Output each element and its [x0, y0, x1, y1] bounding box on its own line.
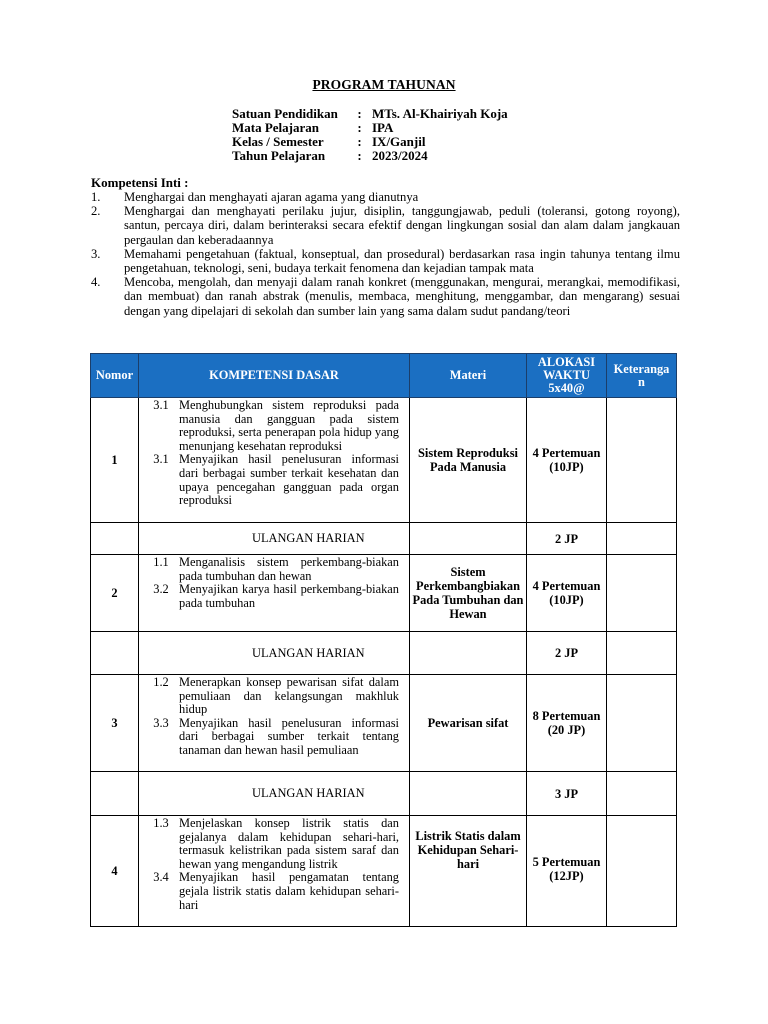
meta-table: [232, 107, 508, 163]
meta-label: Tahun Pelajaran: [232, 148, 326, 163]
meta-separator: :: [357, 120, 362, 135]
kd-item: [143, 399, 399, 453]
alokasi-jp: (10JP): [549, 593, 584, 607]
meta-row: [232, 121, 508, 135]
kompetensi-dasar-cell: [139, 555, 410, 632]
alokasi-jp: (20 JP): [547, 723, 586, 737]
kd-text: Menganalisis sistem perkembang-biakan pada tumbuhan dan hewan: [179, 555, 399, 583]
ulangan-label: ULANGAN HARIAN: [139, 523, 410, 555]
alokasi-cell: [527, 555, 607, 632]
meta-value: 2023/2024: [372, 148, 428, 163]
meta-row: [232, 149, 508, 163]
header-nomor: Nomor: [91, 354, 139, 398]
kd-code: 3.2: [153, 582, 169, 597]
meta-label: Mata Pelajaran: [232, 120, 320, 135]
ulangan-row: [91, 632, 677, 675]
keterangan-cell: [607, 523, 677, 555]
header-kompetensi-dasar: KOMPETENSI DASAR: [139, 354, 410, 398]
row-number: 2: [91, 555, 139, 632]
kd-item: [143, 676, 399, 717]
row-number: 3: [91, 675, 139, 772]
alokasi-cell: 2 JP: [527, 632, 607, 675]
row-number: [91, 632, 139, 675]
kompetensi-inti-item: [91, 247, 680, 275]
materi-cell: Sistem Reproduksi Pada Manusia: [410, 398, 527, 523]
kd-item: [143, 583, 399, 610]
kompetensi-inti-item: [91, 190, 680, 204]
meta-value: IX/Ganjil: [372, 134, 426, 149]
alokasi-cell: 3 JP: [527, 772, 607, 816]
table-row: [91, 675, 677, 772]
ki-text: Mencoba, mengolah, dan menyaji dalam ranah konkret (menggunakan, mengurai, merangkai, memodifikasi, dan membuat) dan ranah abstrak (menulis, membaca, menghitung, menggambar, dan mengarang) sesuai dengan yang dipelajari di sekolah dan sumber lain yang sama dalam sudut pandang/teori: [124, 275, 680, 318]
header-keterangan-line-1: Keteranga: [613, 361, 670, 376]
header-keterangan: [607, 354, 677, 398]
table-header-row: [91, 354, 677, 398]
keterangan-cell: [607, 632, 677, 675]
header-alokasi-line-2: WAKTU: [543, 368, 590, 382]
kompetensi-inti-item: [91, 204, 680, 247]
keterangan-cell: [607, 555, 677, 632]
header-alokasi-line-1: ALOKASI: [537, 355, 596, 369]
kompetensi-inti-list: [91, 190, 680, 318]
kompetensi-inti-title: Kompetensi Inti :: [91, 175, 189, 190]
page-title: PROGRAM TAHUNAN: [312, 77, 456, 92]
kompetensi-inti-item: [91, 275, 680, 318]
keterangan-cell: [607, 675, 677, 772]
meta-label: Satuan Pendidikan: [232, 106, 338, 121]
kd-text: Menyajikan hasil pengamatan tentang gejala listrik statis dalam kehidupan sehari-hari: [179, 870, 399, 912]
meta-separator: :: [357, 148, 362, 163]
header-keterangan-line-2: n: [638, 374, 645, 389]
kd-item: [143, 453, 399, 507]
row-number: [91, 772, 139, 816]
alokasi-pertemuan: 4 Pertemuan: [532, 446, 601, 460]
ki-number: 4.: [91, 275, 101, 290]
ulangan-row: [91, 523, 677, 555]
row-number: 4: [91, 816, 139, 927]
alokasi-cell: 2 JP: [527, 523, 607, 555]
kompetensi-dasar-cell: [139, 816, 410, 927]
alokasi-cell: [527, 816, 607, 927]
keterangan-cell: [607, 772, 677, 816]
table-row: [91, 398, 677, 523]
ki-number: 1.: [91, 190, 101, 204]
meta-row: [232, 135, 508, 149]
kd-item: [143, 717, 399, 758]
table-row: [91, 816, 677, 927]
table-row: [91, 555, 677, 632]
kd-code: 3.3: [153, 715, 169, 730]
alokasi-pertemuan: 8 Pertemuan: [532, 709, 601, 723]
meta-separator: :: [357, 106, 362, 121]
kd-code: 1.2: [153, 675, 169, 689]
ki-text: Menghargai dan menghayati ajaran agama yang dianutnya: [124, 190, 419, 204]
materi-cell: [410, 523, 527, 555]
keterangan-cell: [607, 398, 677, 523]
ki-text: Menghargai dan menghayati perilaku jujur, disiplin, tanggungjawab, peduli (toleransi, gotong royong), santun, percaya diri, dalam berinteraksi secara efektif dengan lingkungan sosial dan alam dalam jangkauan pergaulan dan keberadaannya: [124, 204, 680, 247]
kompetensi-dasar-table: [90, 353, 677, 927]
header-materi: Materi: [410, 354, 527, 398]
kd-text: Menghubungkan sistem reproduksi pada manusia dan gangguan pada sistem reproduksi, serta penerapan pola hidup yang menunjang kesehatan reproduksi: [179, 398, 399, 453]
meta-value: IPA: [372, 120, 394, 135]
kd-code: 3.1: [153, 398, 169, 412]
meta-value: MTs. Al-Khairiyah Koja: [372, 106, 508, 121]
materi-cell: Pewarisan sifat: [410, 675, 527, 772]
alokasi-jp: (10JP): [549, 460, 584, 474]
kd-text: Menyajikan karya hasil perkembang-biakan pada tumbuhan: [179, 582, 399, 610]
kd-item: [143, 871, 399, 912]
row-number: [91, 523, 139, 555]
materi-cell: [410, 772, 527, 816]
row-number: 1: [91, 398, 139, 523]
alokasi-jp: (12JP): [549, 869, 584, 883]
kompetensi-dasar-cell: [139, 675, 410, 772]
kompetensi-dasar-cell: [139, 398, 410, 523]
kd-code: 1.1: [153, 555, 169, 569]
alokasi-pertemuan: 4 Pertemuan: [532, 579, 601, 593]
kd-item: [143, 817, 399, 871]
alokasi-cell: [527, 398, 607, 523]
meta-row: [232, 107, 508, 121]
header-alokasi-line-3: 5x40@: [548, 381, 585, 395]
ulangan-label: ULANGAN HARIAN: [139, 632, 410, 675]
ulangan-row: [91, 772, 677, 816]
ulangan-label: ULANGAN HARIAN: [139, 772, 410, 816]
materi-cell: Listrik Statis dalam Kehidupan Sehari-hari: [410, 816, 527, 927]
kd-text: Menjelaskan konsep listrik statis dan gejalanya dalam kehidupan sehari-hari, termasuk kelistrikan pada sistem saraf dan hewan yang mengandung listrik: [179, 816, 399, 871]
kd-item: [143, 556, 399, 583]
ki-text: Memahami pengetahuan (faktual, konseptual, dan prosedural) berdasarkan rasa ingin tahunya tentang ilmu pengetahuan, teknologi, seni, budaya terkait fenomena dan kejadian tampak mata: [124, 246, 680, 276]
kd-text: Menyajikan hasil penelusuran informasi dari berbagai sumber terkait tentang tanaman dan hewan hasil pemuliaan: [179, 715, 399, 757]
kd-code: 3.4: [153, 870, 169, 885]
materi-cell: [410, 632, 527, 675]
kd-code: 3.1: [153, 452, 169, 467]
alokasi-cell: [527, 675, 607, 772]
kd-text: Menerapkan konsep pewarisan sifat dalam pemuliaan dan kelangsungan makhluk hidup: [179, 675, 399, 717]
kd-text: Menyajikan hasil penelusuran informasi dari berbagai sumber terkait kesehatan dan upaya pencegahan gangguan pada organ reproduksi: [179, 452, 399, 508]
header-alokasi-waktu: [527, 354, 607, 398]
meta-label: Kelas / Semester: [232, 134, 324, 149]
ki-number: 3.: [91, 246, 101, 261]
ki-number: 2.: [91, 204, 101, 219]
alokasi-pertemuan: 5 Pertemuan: [532, 855, 601, 869]
keterangan-cell: [607, 816, 677, 927]
materi-cell: Sistem Perkembangbiakan Pada Tumbuhan dan Hewan: [410, 555, 527, 632]
meta-separator: :: [357, 134, 362, 149]
kd-code: 1.3: [153, 816, 169, 830]
